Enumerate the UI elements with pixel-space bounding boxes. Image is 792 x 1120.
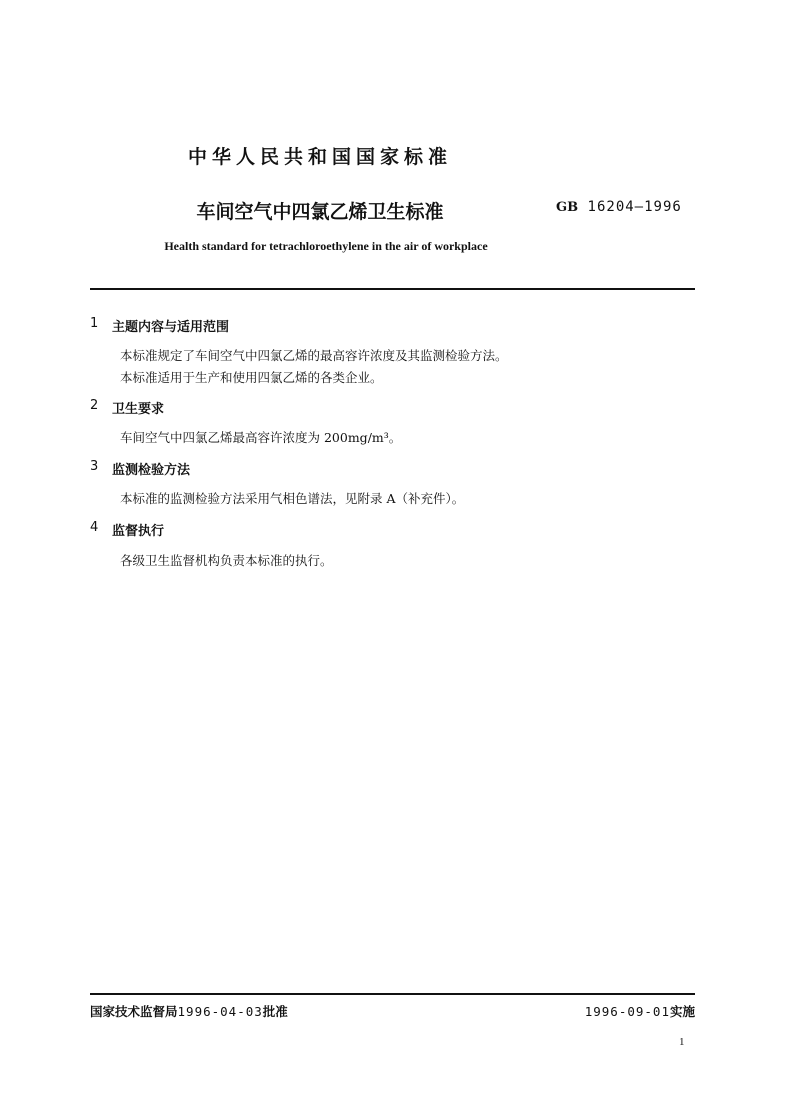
section-number: 2 (90, 398, 99, 413)
bottom-divider (90, 993, 695, 995)
section-number: 3 (90, 459, 99, 474)
page-number: 1 (679, 1036, 685, 1048)
section-title: 卫生要求 (112, 402, 165, 417)
english-title: Health standard for tetrachloroethylene in the air of workplace (164, 239, 488, 253)
effective-line (585, 1002, 695, 1020)
standard-code-prefix: GB (556, 200, 579, 215)
section-paragraph: 本标准规定了车间空气中四氯乙烯的最高容许浓度及其监测检验方法。 (120, 348, 508, 363)
section-title: 主题内容与适用范围 (112, 320, 230, 335)
approval-line (90, 1002, 288, 1020)
effective-date: 1996-09-01 (584, 1004, 670, 1019)
document-header: 中华人民共和国国家标准 (187, 146, 452, 168)
section-title: 监测检验方法 (112, 463, 191, 478)
approver: 国家技术监督局 (90, 1004, 178, 1019)
effective-suffix: 实施 (669, 1004, 695, 1019)
approve-suffix: 批准 (262, 1004, 288, 1019)
document-title: 车间空气中四氯乙烯卫生标准 (196, 201, 444, 223)
section-title: 监督执行 (112, 524, 165, 539)
section-paragraph: 本标准的监测检验方法采用气相色谱法，见附录 A（补充件）。 (120, 491, 465, 506)
standard-code (556, 199, 682, 215)
section-number: 4 (90, 520, 99, 535)
top-divider (90, 288, 695, 290)
section-paragraph: 车间空气中四氯乙烯最高容许浓度为 200mg/m³。 (120, 430, 402, 445)
section-number: 1 (90, 316, 99, 331)
section-paragraph: 本标准适用于生产和使用四氯乙烯的各类企业。 (120, 370, 383, 385)
approve-date: 1996-04-03 (177, 1004, 263, 1019)
standard-code-number: 16204—1996 (587, 199, 682, 215)
section-paragraph: 各级卫生监督机构负责本标准的执行。 (120, 553, 333, 568)
